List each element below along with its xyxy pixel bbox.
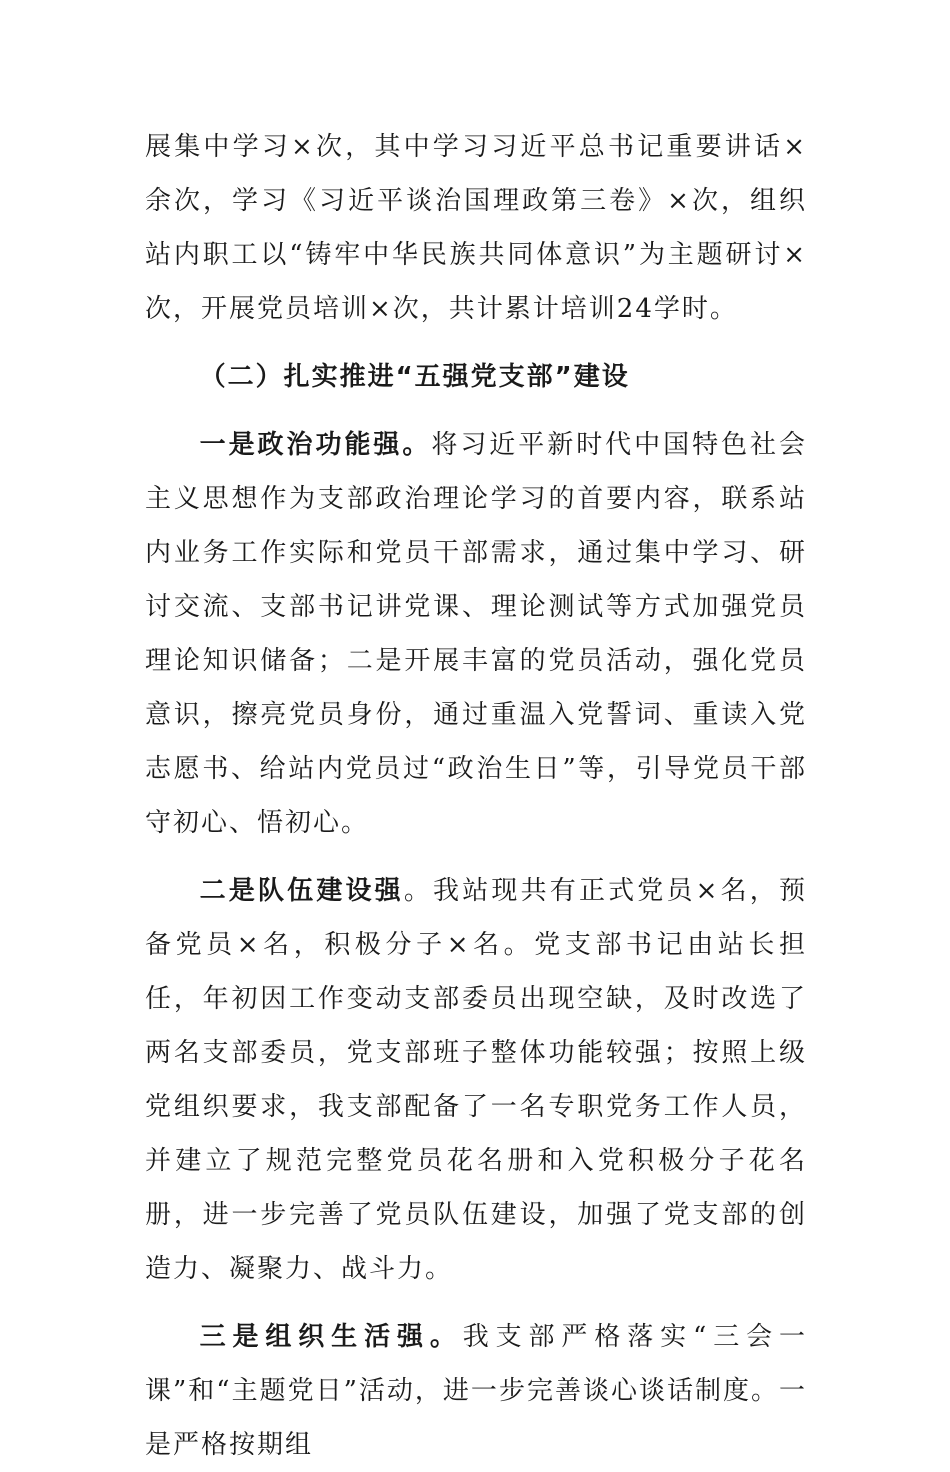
document-body [145,120,807,1472]
paragraph-text: 将习近平新时代中国特色社会主义思想作为支部政治理论学习的首要内容，联系站内业务工作实际和党员干部需求，通过集中学习、研讨交流、支部书记讲党课、理论测试等方式加强党员理论知识储备；二是开展丰富的党员活动，强化党员意识，擦亮党员身份，通过重温入党誓词、重读入党志愿书、给站内党员过“政治生日”等，引导党员干部守初心、悟初心。 [145,430,807,838]
paragraph-study-summary [145,120,807,336]
paragraph-organizational-life [145,1310,807,1472]
paragraph-political-function [145,418,807,850]
paragraph-text: 。我站现共有正式党员×名，预备党员×名，积极分子×名。党支部书记由站长担任，年初因工作变动支部委员出现空缺，及时改选了两名支部委员，党支部班子整体功能较强；按照上级党组织要求，我支部配备了一名专职党务工作人员，并建立了规范完整党员花名册和入党积极分子花名册，进一步完善了党员队伍建设，加强了党支部的创造力、凝聚力、战斗力。 [145,876,807,1284]
section-heading: （二）扎实推进“五强党支部”建设 [199,362,630,392]
paragraph-lead: 二是队伍建设强 [199,876,404,906]
paragraph-lead: 一是政治功能强。 [199,430,432,460]
paragraph-text: 我支部严格落实“三会一课”和“主题党日”活动，进一步完善谈心谈话制度。一是严格按期组 [145,1322,807,1460]
paragraph-lead: 三是组织生活强。 [199,1322,463,1352]
paragraph-team-building [145,864,807,1296]
paragraph-text: 展集中学习×次，其中学习习近平总书记重要讲话×余次，学习《习近平谈治国理政第三卷》×次，组织站内职工以“铸牢中华民族共同体意识”为主题研讨×次，开展党员培训×次，共计累计培训24学时。 [145,132,807,324]
